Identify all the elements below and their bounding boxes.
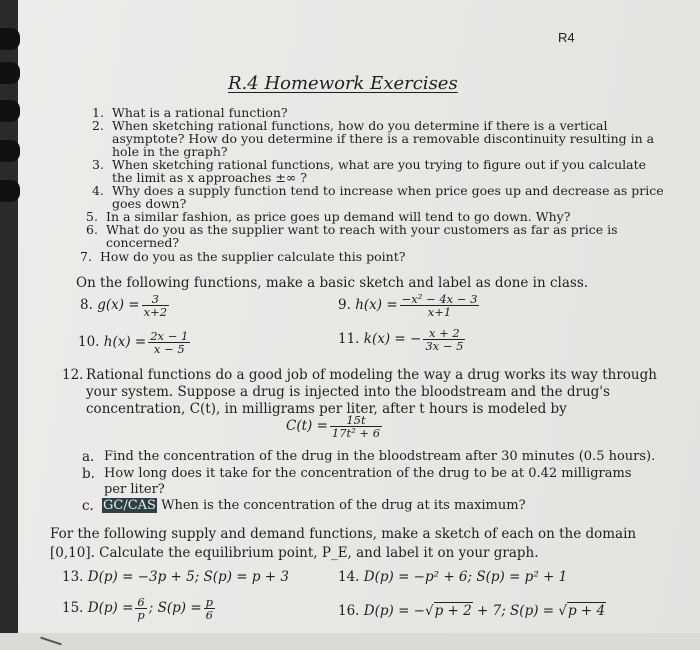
question-text: When sketching rational functions, how do you determine if there is a vertical — [112, 118, 608, 133]
question-text: hole in the graph? — [112, 144, 228, 159]
question-text: Rational functions do a good job of modeling the way a drug works its way through — [86, 367, 657, 383]
part-label: b. — [82, 466, 95, 482]
question-text: your system. Suppose a drug is injected into the bloodstream and the drug's — [86, 384, 610, 400]
question-text: asymptote? How do you determine if there is a removable discontinuity resulting in a — [112, 131, 655, 146]
binding-ring — [0, 140, 20, 162]
question-text: the limit as x approaches ±∞ ? — [112, 170, 307, 185]
question-text: concerned? — [106, 235, 180, 250]
question-number: 1. — [92, 105, 104, 120]
binding-ring — [0, 62, 20, 84]
part-text: Find the concentration of the drug in the bloodstream after 30 minutes (0.5 hours). — [104, 449, 656, 464]
problem-15: 15. D(p) = $\frac{6}{p}$ ; S(p) = $\frac{p}{6}$ — [62, 595, 214, 622]
supply-demand-instructions: For the following supply and demand functions, make a sketch of each on the domain — [50, 526, 637, 542]
question-text: concentration, C(t), in milligrams per liter, after t hours is modeled by — [86, 401, 567, 417]
page-bottom-edge — [0, 633, 700, 650]
binding-ring — [0, 28, 20, 50]
question-number: 3. — [92, 157, 104, 172]
question-number: 5. — [86, 209, 98, 224]
question-number: 7. — [80, 249, 92, 264]
problem-13: 13. D(p) = −3p + 5; S(p) = p + 3 — [62, 569, 289, 585]
part-text: per liter? — [104, 482, 165, 497]
problem-16: 16. D(p) = −√p + 2 + 7; S(p) = √p + 4 — [338, 603, 606, 619]
binding-ring — [0, 180, 20, 202]
question-text: What do you as the supplier want to reach with your customers as far as price is — [106, 222, 618, 237]
function-11: 11. k(x) = − $\frac{x + 2}{3x - 5}$ — [338, 326, 464, 353]
question-text: How do you as the supplier calculate this point? — [100, 249, 406, 264]
question-text: goes down? — [112, 196, 187, 211]
part-text: How long does it take for the concentration of the drug to be at 0.42 milligrams — [104, 466, 632, 481]
binding-ring — [0, 100, 20, 122]
question-number: 12. — [62, 367, 84, 383]
function-9: 9. h(x) = $\frac{\text{−x² − 4x − 3}}{x+1}$ — [338, 292, 478, 319]
supply-demand-instructions: [0,10]. Calculate the equilibrium point, P_E, and label it on your graph. — [50, 545, 539, 561]
question-number: 4. — [92, 183, 104, 198]
part-label: c. — [82, 498, 94, 514]
part-text: GC/CAS When is the concentration of the drug at its maximum? — [103, 498, 526, 513]
function-8: 8. g(x) = $\frac{3}{x+2}$ — [80, 292, 168, 319]
page-label: R4 — [558, 30, 575, 45]
question-text: Why does a supply function tend to increase when price goes up and decrease as price — [112, 183, 664, 198]
question-text: In a similar fashion, as price goes up demand will tend to go down. Why? — [106, 209, 571, 224]
part-label: a. — [82, 449, 95, 465]
problem-14: 14. D(p) = −p² + 6; S(p) = p² + 1 — [338, 569, 568, 585]
spiral-binding — [0, 0, 18, 650]
question-text: What is a rational function? — [112, 105, 288, 120]
function-10: 10. h(x) = $\frac{2x - 1}{x - 5}$ — [78, 329, 189, 356]
gc-cas-badge: GC/CAS — [103, 498, 156, 513]
sketch-instructions: On the following functions, make a basic sketch and label as done in class. — [76, 275, 589, 291]
page-title: R.4 Homework Exercises — [228, 73, 458, 94]
question-text: When sketching rational functions, what are you trying to figure out if you calculate — [112, 157, 647, 172]
concentration-formula: C(t) = $\frac{15t}{\text{17t² + 6}}$ — [286, 413, 381, 440]
question-number: 6. — [86, 222, 98, 237]
question-number: 2. — [92, 118, 104, 133]
